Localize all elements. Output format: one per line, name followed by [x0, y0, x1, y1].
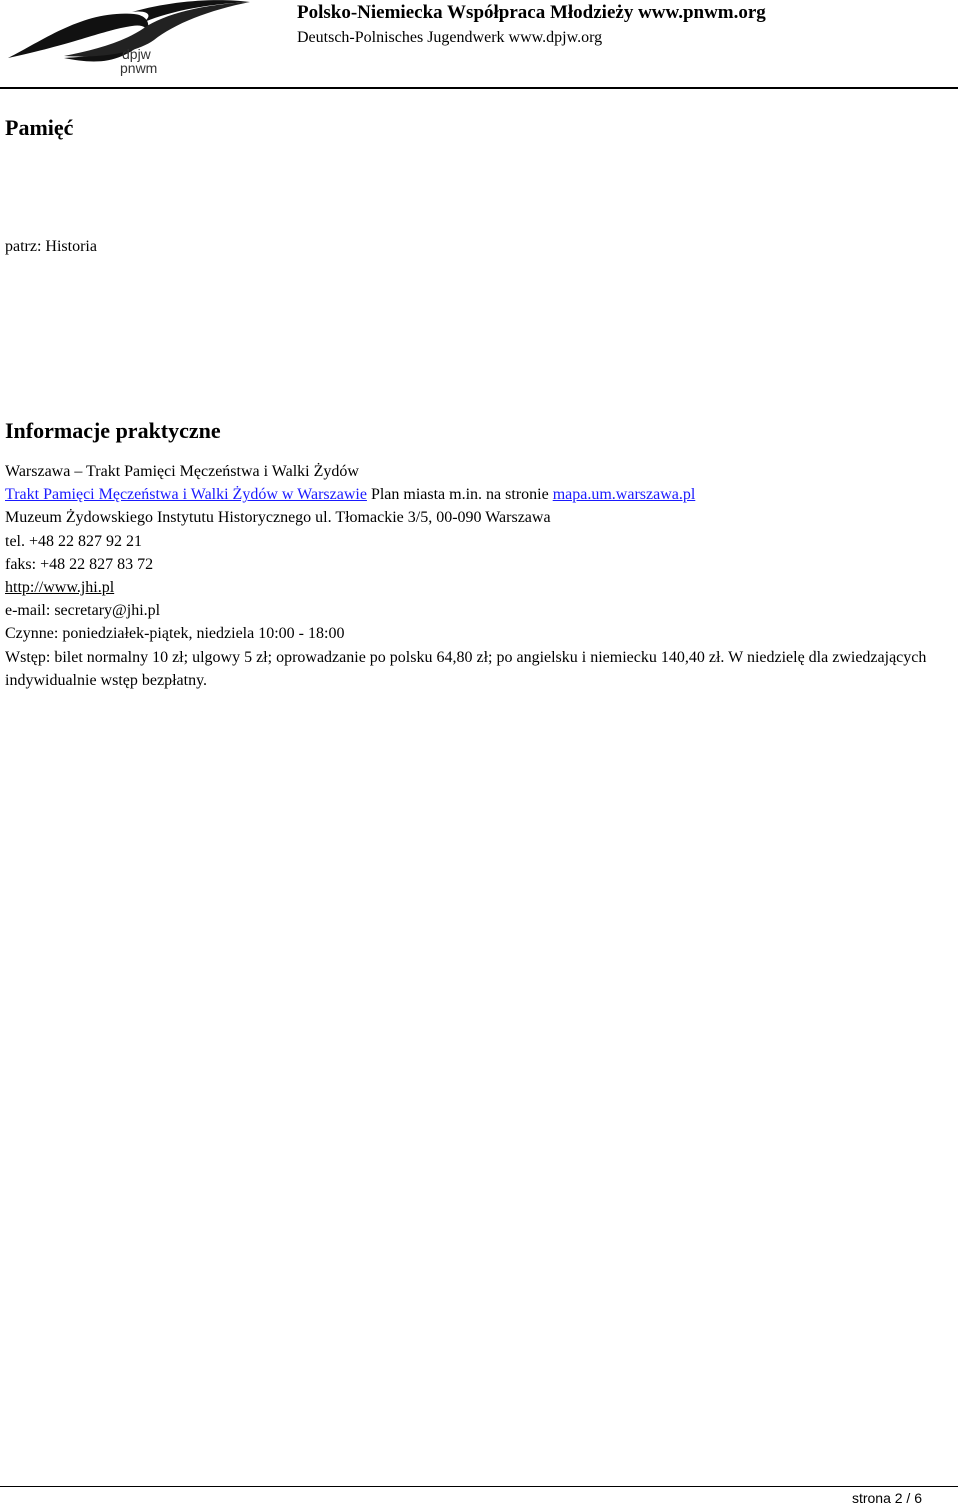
header-text [297, 2, 766, 49]
header-divider [0, 87, 958, 89]
see-also-text: patrz: Historia [5, 238, 97, 255]
section-title-practical-info: Informacje praktyczne [5, 418, 221, 443]
page-header [0, 0, 960, 90]
info-line-website [5, 576, 955, 599]
practical-info-block [5, 460, 955, 692]
header-line-dpjw: Deutsch-Polnisches Jugendwerk www.dpjw.org [297, 29, 603, 46]
dpjw-pnwm-logo [4, 0, 254, 80]
plan-text: Plan miasta m.in. na stronie [366, 486, 553, 504]
header-line-pnwm: Polsko-Niemiecka Współpraca Młodzieży www.pnwm.org [297, 2, 766, 23]
info-line-hours: Czynne: poniedziałek-piątek, niedziela 10:00 - 18:00 [5, 625, 345, 643]
info-line-fax: faks: +48 22 827 83 72 [5, 555, 154, 573]
page-title: Pamięć [5, 115, 74, 140]
footer-divider [0, 1486, 958, 1487]
logo-text-dpjw: dpjw [122, 46, 151, 62]
trail-link[interactable]: Trakt Pamięci Męczeństwa i Walki Żydów w Warszawie [5, 486, 367, 504]
page-number: strona 2 / 6 [851, 1490, 922, 1506]
info-line-email: e-mail: secretary@jhi.pl [5, 602, 161, 620]
logo-text-pnwm: pnwm [120, 60, 158, 76]
info-line-museum: Muzeum Żydowskiego Instytutu Historycznego ul. Tłomackie 3/5, 00-090 Warszawa [5, 509, 551, 527]
info-line-trail [5, 483, 955, 506]
info-line-tel: tel. +48 22 827 92 21 [5, 532, 143, 550]
info-line-route: Warszawa – Trakt Pamięci Męczeństwa i Walki Żydów [5, 463, 359, 480]
website-link[interactable]: http://www.jhi.pl [5, 579, 115, 597]
map-link[interactable]: mapa.um.warszawa.pl [552, 486, 696, 504]
info-line-admission: Wstęp: bilet normalny 10 zł; ulgowy 5 zł; oprowadzanie po polsku 64,80 zł; po angielsku i niemiecku 140,40 zł. W niedzielę dla zwiedzających indywidualnie wstęp bezpłatny. [5, 648, 927, 689]
